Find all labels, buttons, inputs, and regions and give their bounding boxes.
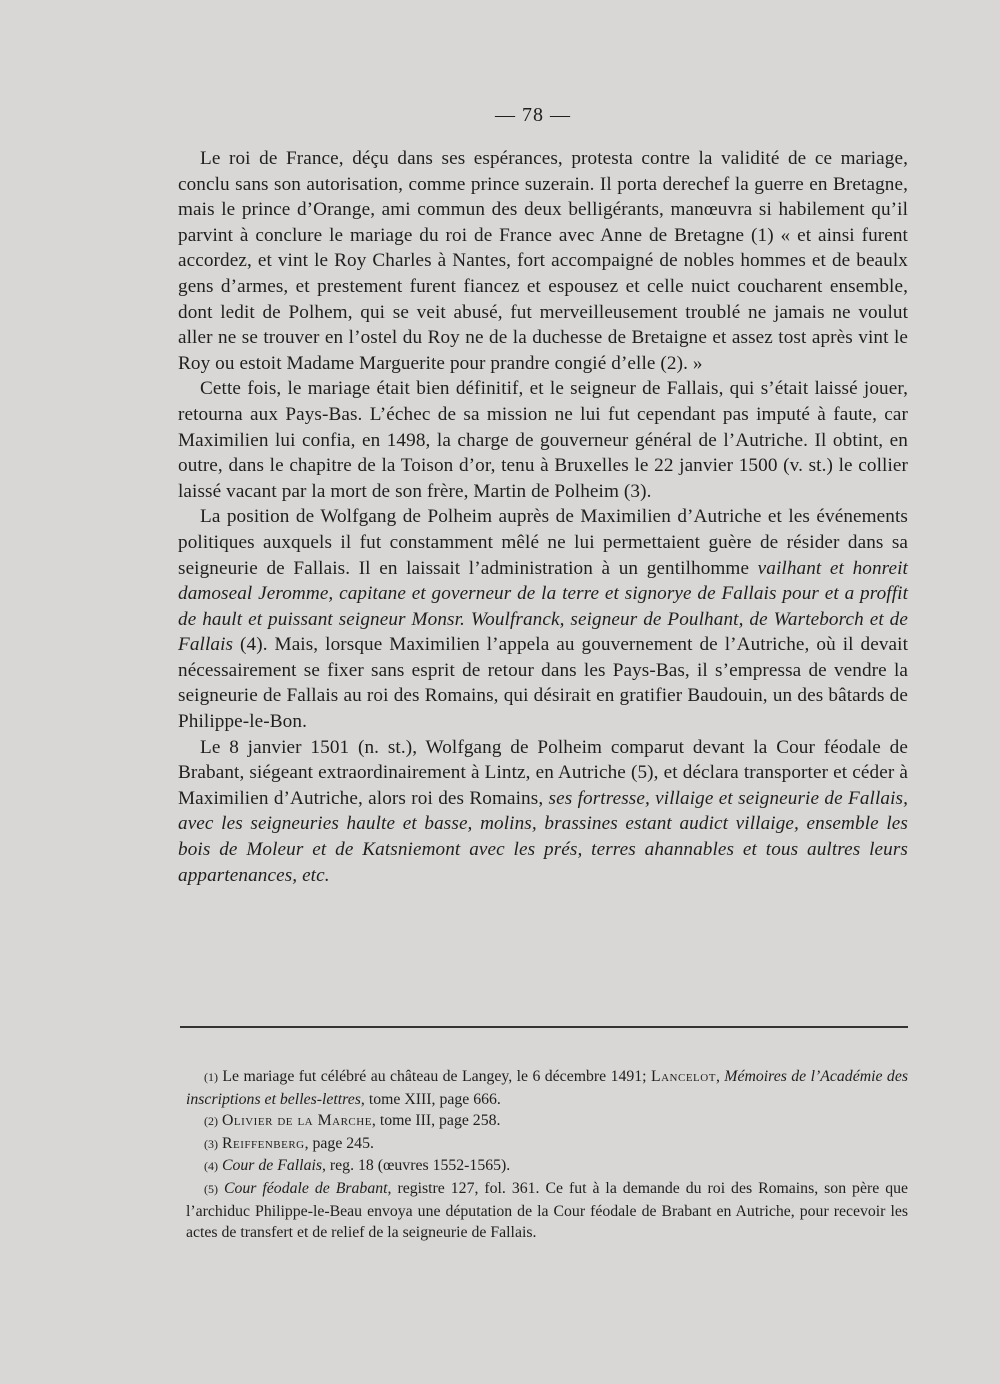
footnote-4 [186,1155,908,1178]
footnote-1-number: (1) [204,1070,218,1084]
footnotes [186,1066,908,1244]
footnote-3 [186,1133,908,1156]
footnote-1-author: Lancelot [650,1068,716,1085]
paragraph-4-text-a: Le 8 janvier 1501 (n. st.), Wolfgang de Polheim comparut devant la Cour féodale de Brabant, siégeant extraordinairement à Lintz, en Autriche (5), et déclara transporter et céder à Maximilien d’Autriche, alors roi des Romains, [178,736,908,809]
footnote-2 [186,1110,908,1133]
footnote-2-text: , tome III, page 258. [371,1112,501,1130]
footnote-divider [180,1026,908,1028]
footnote-5-number: (5) [204,1181,218,1196]
footnote-1-text-a: Le mariage fut célébré au château de Langey, le 6 décembre 1491; [218,1068,651,1085]
footnote-3-author: Reiffenberg [221,1134,305,1152]
paragraph-4-quote: ses fortresse, villaige et seigneurie de Fallais, avec les seigneuries haulte et basse, molins, brassines estant audict villaige, ensemble les bois de Moleur et de Katsniemont avec les prés, terres ahannables et tous aultres leurs appartenances, etc. [178,787,908,886]
footnote-5-text: , registre 127, fol. 361. Ce fut à la demande du roi des Romains, son père que l’archiduc Philippe-le-Beau envoya une députation de la Cour féodale de Brabant en Autriche, pour recevoir les actes de transfert et de relief de la seigneurie de Fallais. [186,1179,908,1242]
paragraph-3-quote: vailhant et honreit damoseal Jeromme, capitane et governeur de la terre et signorye de Fallais pour et a proffit de hault et puissant seigneur Monsr. Woulfranck, seigneur de Poulhant, de Warteborch et de Fallais [178,557,908,656]
footnote-5 [186,1178,908,1244]
paragraph-1 [178,146,908,376]
main-text [178,146,908,888]
footnote-5-title: Cour féodale de Brabant [223,1179,388,1197]
paragraph-3-text-a: La position de Wolfgang de Polheim auprès de Maximilien d’Autriche et les événements politiques auxquels il fut constamment mêlé ne lui permettaient guère de résider dans sa seigneurie de Fallais. Il en laissait l’administration à un gentilhomme [178,506,908,579]
footnote-4-text: , reg. 18 (œuvres 1552-1565). [322,1157,511,1175]
footnote-1 [186,1066,908,1110]
footnote-3-number: (3) [204,1136,218,1151]
paragraph-1-text: Le roi de France, déçu dans ses espérances, protesta contre la validité de ce mariage, conclu sans son autorisation, comme prince suzerain. Il porta derechef la guerre en Bretagne, mais le prince d’Orange, ami commun des deux belligérants, manœuvra si habilement qu’il parvint à conclure le mariage du roi de France avec Anne de Bretagne (1) « et ainsi furent accordez, et vint le Roy Charles à Nantes, fort accompaigné de nobles hommes et de beaulx gens d’armes, et prestement furent fiancez et espousez et celle nuict coucharent ensemble, dont ledit de Polhem, qui se veit abusé, fut merveilleusement troublé ne jamais ne voulut aller ne se trouver en l’ostel du Roy ne de la duchesse de Bretaigne et assez tost après vint le Roy ou estoit Madame Marguerite pour prandre congié d’elle (2). » [178,148,908,374]
footnote-1-text-b: , [715,1068,725,1085]
paragraph-2-text: Cette fois, le mariage était bien définitif, et le seigneur de Fallais, qui s’était laissé jouer, retourna aux Pays-Bas. L’échec de sa mission ne lui fut cependant pas imputé à faute, car Maximilien lui confia, en 1498, la charge de gouverneur général de l’Autriche. Il obtint, en outre, dans le chapitre de la Toison d’or, tenu à Bruxelles le 22 janvier 1500 (v. st.) le collier laissé vacant par la mort de son frère, Martin de Polheim (3). [178,378,908,502]
footnote-1-text-c: , tome XIII, page 666. [360,1090,501,1108]
paragraph-4 [178,735,908,889]
page-number: — 78 — [495,104,571,126]
footnote-3-text: , page 245. [304,1134,374,1152]
footnote-4-title: Cour de Fallais [221,1157,323,1175]
footnote-4-number: (4) [204,1159,218,1174]
paragraph-2 [178,376,908,504]
footnote-2-author: Olivier de la Marche [221,1112,372,1130]
footnote-2-number: (2) [204,1114,218,1129]
paragraph-3-text-c: (4). Mais, lorsque Maximilien l’appela au gouvernement de l’Autriche, où il devait nécessairement se fixer sans esprit de retour dans les Pays-Bas, il s’empressa de vendre la seigneurie de Fallais au roi des Romains, qui désirait en gratifier Baudouin, un des bâtards de Philippe-le-Bon. [178,634,908,733]
footnote-1-title: Mémoires de l’Académie des inscriptions et belles-lettres [186,1068,908,1108]
paragraph-3 [178,504,908,734]
